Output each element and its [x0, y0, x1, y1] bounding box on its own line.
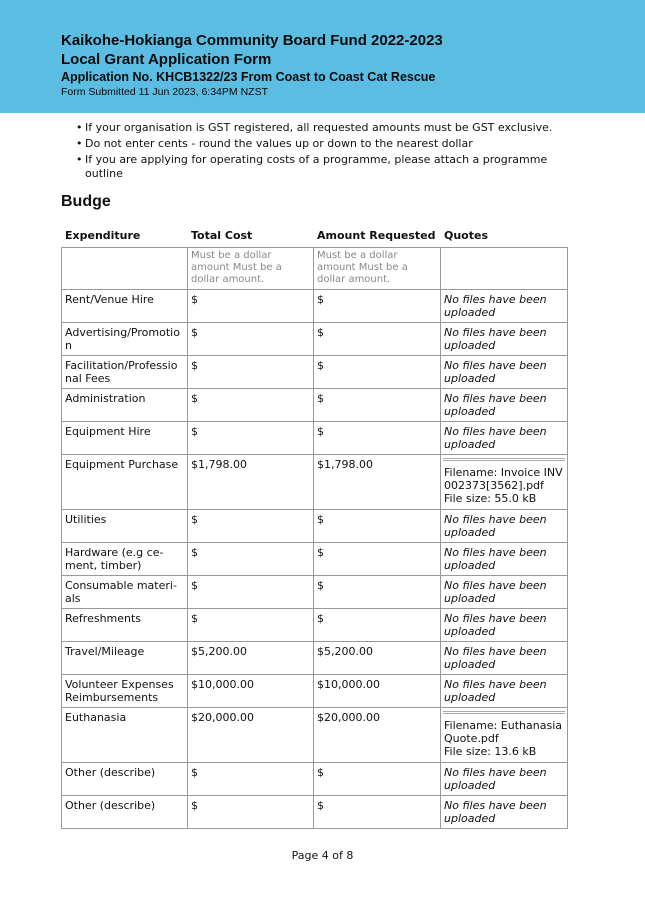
quotes-cell — [441, 455, 568, 510]
quotes-cell — [441, 708, 568, 763]
expenditure-cell: Advertising/Promotion — [62, 323, 188, 356]
quotes-cell: No files have been uploaded — [441, 543, 568, 576]
quotes-cell: No files have been uploaded — [441, 290, 568, 323]
amount-requested-cell: $ — [314, 389, 441, 422]
total-cost-cell: $ — [188, 763, 314, 796]
uploaded-filename[interactable]: Filename: Invoice INV 002373[3562].pdf — [444, 466, 563, 492]
form-title: Local Grant Application Form — [61, 51, 272, 68]
table-header — [61, 229, 567, 245]
amount-requested-cell: $ — [314, 510, 441, 543]
table-row — [62, 323, 568, 356]
hint-cell-empty — [441, 248, 568, 290]
section-title: Budge — [61, 193, 111, 210]
total-cost-cell: $ — [188, 422, 314, 455]
column-header-quotes: Quotes — [444, 229, 489, 242]
table-row — [62, 510, 568, 543]
expenditure-cell: Travel/Mileage — [62, 642, 188, 675]
table-row — [62, 356, 568, 389]
table-row — [62, 763, 568, 796]
instruction-item: • If you are applying for operating costs of a programme, please attach a programme outline — [76, 153, 548, 180]
budget-table — [61, 247, 568, 829]
quotes-cell: No files have been uploaded — [441, 796, 568, 829]
page-number: Page 4 of 8 — [291, 849, 354, 862]
quotes-cell: No files have been uploaded — [441, 675, 568, 708]
total-cost-cell: $ — [188, 510, 314, 543]
amount-requested-cell: $ — [314, 763, 441, 796]
page-header — [0, 0, 645, 113]
quotes-cell: No files have been uploaded — [441, 422, 568, 455]
total-cost-cell: $ — [188, 609, 314, 642]
table-row — [62, 543, 568, 576]
table-row — [62, 290, 568, 323]
amount-requested-cell: $1,798.00 — [314, 455, 441, 510]
total-cost-cell: $20,000.00 — [188, 708, 314, 763]
table-row — [62, 796, 568, 829]
expenditure-cell: Consumable materials — [62, 576, 188, 609]
expenditure-cell: Volunteer Expenses Reimbursements — [62, 675, 188, 708]
amount-requested-cell: $ — [314, 290, 441, 323]
amount-requested-cell: $ — [314, 543, 441, 576]
amount-requested-cell: $ — [314, 796, 441, 829]
table-row — [62, 455, 568, 510]
table-row — [62, 576, 568, 609]
expenditure-cell: Utilities — [62, 510, 188, 543]
amount-requested-cell: $ — [314, 422, 441, 455]
table-row — [62, 642, 568, 675]
total-cost-cell: $ — [188, 576, 314, 609]
hint-cell-empty — [62, 248, 188, 290]
file-divider — [443, 458, 565, 461]
table-row — [62, 675, 568, 708]
instruction-item: • If your organisation is GST registered, all requested amounts must be GST exclusive. — [76, 121, 553, 134]
expenditure-cell: Facilitation/Professional Fees — [62, 356, 188, 389]
expenditure-cell: Equipment Hire — [62, 422, 188, 455]
bullet-icon: • — [76, 153, 83, 166]
amount-requested-cell: $10,000.00 — [314, 675, 441, 708]
total-cost-cell: $ — [188, 356, 314, 389]
uploaded-filename[interactable]: Filename: Euthanasia Quote.pdf — [444, 719, 562, 745]
total-cost-cell: $10,000.00 — [188, 675, 314, 708]
hint-row — [62, 248, 568, 290]
quotes-cell: No files have been uploaded — [441, 323, 568, 356]
total-cost-cell: $ — [188, 796, 314, 829]
file-divider — [443, 711, 565, 714]
table-row — [62, 609, 568, 642]
quotes-cell: No files have been uploaded — [441, 576, 568, 609]
instruction-item: • Do not enter cents - round the values up or down to the nearest dollar — [76, 137, 473, 150]
expenditure-cell: Other (describe) — [62, 796, 188, 829]
column-header-total-cost: Total Cost — [191, 229, 253, 242]
column-header-expenditure: Expenditure — [65, 229, 141, 242]
amount-requested-hint: Must be a dollar amount Must be a dollar amount. — [314, 248, 441, 290]
total-cost-cell: $ — [188, 290, 314, 323]
quotes-cell: No files have been uploaded — [441, 763, 568, 796]
quotes-cell: No files have been uploaded — [441, 356, 568, 389]
total-cost-cell: $5,200.00 — [188, 642, 314, 675]
bullet-icon: • — [76, 137, 83, 150]
expenditure-cell: Hardware (e.g cement, timber) — [62, 543, 188, 576]
quotes-cell: No files have been uploaded — [441, 642, 568, 675]
total-cost-hint: Must be a dollar amount Must be a dollar amount. — [188, 248, 314, 290]
total-cost-cell: $ — [188, 389, 314, 422]
total-cost-cell: $ — [188, 323, 314, 356]
expenditure-cell: Equipment Purchase — [62, 455, 188, 510]
total-cost-cell: $ — [188, 543, 314, 576]
amount-requested-cell: $ — [314, 576, 441, 609]
uploaded-file-size: File size: 13.6 kB — [444, 745, 537, 758]
fund-title: Kaikohe-Hokianga Community Board Fund 2022-2023 — [61, 32, 443, 49]
quotes-cell: No files have been uploaded — [441, 510, 568, 543]
amount-requested-cell: $ — [314, 356, 441, 389]
amount-requested-cell: $ — [314, 609, 441, 642]
expenditure-cell: Rent/Venue Hire — [62, 290, 188, 323]
amount-requested-cell: $20,000.00 — [314, 708, 441, 763]
amount-requested-cell: $ — [314, 323, 441, 356]
submitted-timestamp: Form Submitted 11 Jun 2023, 6:34PM NZST — [61, 86, 268, 98]
amount-requested-cell: $5,200.00 — [314, 642, 441, 675]
quotes-cell: No files have been uploaded — [441, 609, 568, 642]
application-number: Application No. KHCB1322/23 From Coast to Coast Cat Rescue — [61, 70, 436, 84]
uploaded-file-size: File size: 55.0 kB — [444, 492, 537, 505]
quotes-cell: No files have been uploaded — [441, 389, 568, 422]
expenditure-cell: Refreshments — [62, 609, 188, 642]
expenditure-cell: Administration — [62, 389, 188, 422]
column-header-amount-requested: Amount Requested — [317, 229, 436, 242]
table-row — [62, 389, 568, 422]
instruction-list — [78, 121, 558, 183]
bullet-icon: • — [76, 121, 83, 134]
expenditure-cell: Other (describe) — [62, 763, 188, 796]
table-row — [62, 422, 568, 455]
total-cost-cell: $1,798.00 — [188, 455, 314, 510]
expenditure-cell: Euthanasia — [62, 708, 188, 763]
table-row — [62, 708, 568, 763]
